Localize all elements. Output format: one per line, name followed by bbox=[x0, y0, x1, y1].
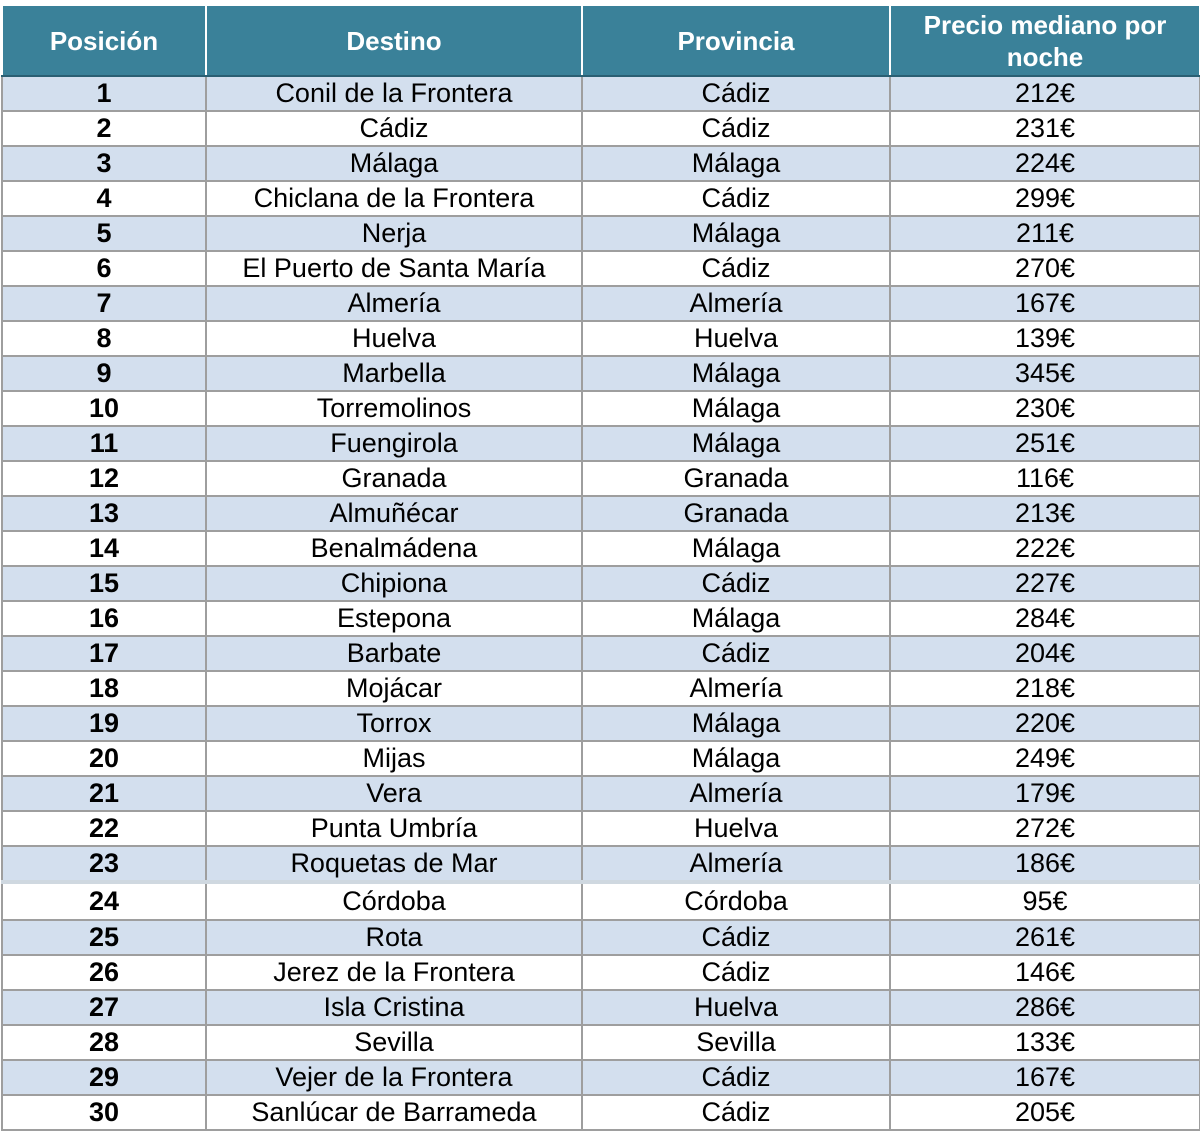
cell-price: 272€ bbox=[890, 811, 1200, 846]
cell-price: 251€ bbox=[890, 426, 1200, 461]
cell-position: 28 bbox=[2, 1025, 206, 1060]
table-row bbox=[2, 566, 1200, 601]
cell-price: 227€ bbox=[890, 566, 1200, 601]
cell-province: Málaga bbox=[582, 601, 890, 636]
header-position: Posición bbox=[2, 6, 206, 76]
cell-position: 7 bbox=[2, 286, 206, 321]
cell-price: 231€ bbox=[890, 111, 1200, 146]
cell-position: 14 bbox=[2, 531, 206, 566]
cell-price: 205€ bbox=[890, 1095, 1200, 1130]
cell-province: Huelva bbox=[582, 990, 890, 1025]
cell-position: 24 bbox=[2, 882, 206, 920]
cell-province: Cádiz bbox=[582, 76, 890, 111]
cell-destination: Isla Cristina bbox=[206, 990, 582, 1025]
cell-province: Málaga bbox=[582, 146, 890, 181]
table-row bbox=[2, 601, 1200, 636]
cell-position: 4 bbox=[2, 181, 206, 216]
cell-province: Cádiz bbox=[582, 1060, 890, 1095]
cell-position: 18 bbox=[2, 671, 206, 706]
table-row bbox=[2, 111, 1200, 146]
table-row bbox=[2, 426, 1200, 461]
cell-position: 30 bbox=[2, 1095, 206, 1130]
cell-price: 95€ bbox=[890, 882, 1200, 920]
cell-destination: Punta Umbría bbox=[206, 811, 582, 846]
cell-province: Sevilla bbox=[582, 1025, 890, 1060]
cell-province: Málaga bbox=[582, 426, 890, 461]
table-row bbox=[2, 636, 1200, 671]
table-row bbox=[2, 882, 1200, 920]
table-row bbox=[2, 216, 1200, 251]
cell-position: 2 bbox=[2, 111, 206, 146]
cell-province: Granada bbox=[582, 461, 890, 496]
cell-province: Cádiz bbox=[582, 1095, 890, 1130]
table-header bbox=[2, 6, 1200, 76]
cell-price: 179€ bbox=[890, 776, 1200, 811]
cell-destination: Málaga bbox=[206, 146, 582, 181]
cell-price: 133€ bbox=[890, 1025, 1200, 1060]
cell-destination: Mojácar bbox=[206, 671, 582, 706]
cell-destination: Sevilla bbox=[206, 1025, 582, 1060]
cell-province: Cádiz bbox=[582, 920, 890, 955]
cell-province: Almería bbox=[582, 671, 890, 706]
table-row bbox=[2, 146, 1200, 181]
table-row bbox=[2, 706, 1200, 741]
cell-province: Málaga bbox=[582, 356, 890, 391]
cell-province: Huelva bbox=[582, 321, 890, 356]
cell-position: 5 bbox=[2, 216, 206, 251]
cell-province: Cádiz bbox=[582, 636, 890, 671]
cell-destination: Vera bbox=[206, 776, 582, 811]
cell-position: 16 bbox=[2, 601, 206, 636]
cell-destination: Huelva bbox=[206, 321, 582, 356]
cell-price: 345€ bbox=[890, 356, 1200, 391]
cell-province: Málaga bbox=[582, 741, 890, 776]
cell-province: Almería bbox=[582, 846, 890, 882]
cell-destination: Almuñécar bbox=[206, 496, 582, 531]
cell-destination: Mijas bbox=[206, 741, 582, 776]
cell-province: Málaga bbox=[582, 706, 890, 741]
cell-price: 249€ bbox=[890, 741, 1200, 776]
table-row bbox=[2, 671, 1200, 706]
table-row bbox=[2, 356, 1200, 391]
cell-destination: Chiclana de la Frontera bbox=[206, 181, 582, 216]
cell-destination: Fuengirola bbox=[206, 426, 582, 461]
table-row bbox=[2, 391, 1200, 426]
cell-destination: Rota bbox=[206, 920, 582, 955]
cell-price: 222€ bbox=[890, 531, 1200, 566]
cell-destination: Granada bbox=[206, 461, 582, 496]
cell-position: 22 bbox=[2, 811, 206, 846]
cell-position: 21 bbox=[2, 776, 206, 811]
table-row bbox=[2, 741, 1200, 776]
cell-destination: Conil de la Frontera bbox=[206, 76, 582, 111]
cell-destination: Almería bbox=[206, 286, 582, 321]
cell-destination: Torrox bbox=[206, 706, 582, 741]
table-row bbox=[2, 776, 1200, 811]
cell-province: Córdoba bbox=[582, 882, 890, 920]
cell-price: 204€ bbox=[890, 636, 1200, 671]
table-row bbox=[2, 846, 1200, 882]
header-destination: Destino bbox=[206, 6, 582, 76]
table-row bbox=[2, 321, 1200, 356]
cell-position: 23 bbox=[2, 846, 206, 882]
table-row bbox=[2, 461, 1200, 496]
table-row bbox=[2, 286, 1200, 321]
cell-province: Málaga bbox=[582, 391, 890, 426]
cell-price: 211€ bbox=[890, 216, 1200, 251]
cell-position: 9 bbox=[2, 356, 206, 391]
cell-position: 11 bbox=[2, 426, 206, 461]
cell-province: Almería bbox=[582, 286, 890, 321]
cell-destination: Torremolinos bbox=[206, 391, 582, 426]
cell-price: 220€ bbox=[890, 706, 1200, 741]
table-row bbox=[2, 990, 1200, 1025]
cell-destination: Nerja bbox=[206, 216, 582, 251]
cell-position: 17 bbox=[2, 636, 206, 671]
cell-province: Almería bbox=[582, 776, 890, 811]
cell-position: 13 bbox=[2, 496, 206, 531]
cell-province: Málaga bbox=[582, 531, 890, 566]
table-row bbox=[2, 251, 1200, 286]
cell-price: 286€ bbox=[890, 990, 1200, 1025]
cell-position: 10 bbox=[2, 391, 206, 426]
cell-position: 27 bbox=[2, 990, 206, 1025]
cell-price: 186€ bbox=[890, 846, 1200, 882]
table-row bbox=[2, 1095, 1200, 1130]
cell-price: 230€ bbox=[890, 391, 1200, 426]
header-row bbox=[2, 6, 1200, 76]
cell-position: 6 bbox=[2, 251, 206, 286]
cell-position: 26 bbox=[2, 955, 206, 990]
table-row bbox=[2, 920, 1200, 955]
table-body bbox=[2, 76, 1200, 1130]
cell-destination: Barbate bbox=[206, 636, 582, 671]
cell-destination: Roquetas de Mar bbox=[206, 846, 582, 882]
cell-destination: Estepona bbox=[206, 601, 582, 636]
cell-destination: Chipiona bbox=[206, 566, 582, 601]
cell-price: 218€ bbox=[890, 671, 1200, 706]
cell-position: 12 bbox=[2, 461, 206, 496]
cell-position: 15 bbox=[2, 566, 206, 601]
cell-price: 261€ bbox=[890, 920, 1200, 955]
table-row bbox=[2, 1060, 1200, 1095]
cell-province: Cádiz bbox=[582, 566, 890, 601]
cell-price: 167€ bbox=[890, 1060, 1200, 1095]
cell-price: 146€ bbox=[890, 955, 1200, 990]
cell-destination: Vejer de la Frontera bbox=[206, 1060, 582, 1095]
table-row bbox=[2, 496, 1200, 531]
cell-destination: Sanlúcar de Barrameda bbox=[206, 1095, 582, 1130]
cell-position: 20 bbox=[2, 741, 206, 776]
cell-position: 1 bbox=[2, 76, 206, 111]
cell-destination: Córdoba bbox=[206, 882, 582, 920]
table-row bbox=[2, 76, 1200, 111]
cell-position: 25 bbox=[2, 920, 206, 955]
cell-position: 8 bbox=[2, 321, 206, 356]
cell-price: 270€ bbox=[890, 251, 1200, 286]
header-province: Provincia bbox=[582, 6, 890, 76]
cell-price: 212€ bbox=[890, 76, 1200, 111]
cell-position: 3 bbox=[2, 146, 206, 181]
cell-province: Cádiz bbox=[582, 955, 890, 990]
cell-price: 299€ bbox=[890, 181, 1200, 216]
cell-province: Huelva bbox=[582, 811, 890, 846]
table-row bbox=[2, 181, 1200, 216]
cell-province: Cádiz bbox=[582, 111, 890, 146]
destinations-price-table bbox=[1, 6, 1200, 1131]
cell-destination: El Puerto de Santa María bbox=[206, 251, 582, 286]
cell-province: Málaga bbox=[582, 216, 890, 251]
cell-province: Cádiz bbox=[582, 251, 890, 286]
cell-province: Granada bbox=[582, 496, 890, 531]
cell-price: 139€ bbox=[890, 321, 1200, 356]
cell-province: Cádiz bbox=[582, 181, 890, 216]
cell-price: 167€ bbox=[890, 286, 1200, 321]
table-row bbox=[2, 531, 1200, 566]
cell-position: 19 bbox=[2, 706, 206, 741]
cell-destination: Cádiz bbox=[206, 111, 582, 146]
table-row bbox=[2, 955, 1200, 990]
cell-destination: Jerez de la Frontera bbox=[206, 955, 582, 990]
cell-price: 284€ bbox=[890, 601, 1200, 636]
cell-price: 213€ bbox=[890, 496, 1200, 531]
cell-destination: Marbella bbox=[206, 356, 582, 391]
cell-position: 29 bbox=[2, 1060, 206, 1095]
cell-price: 224€ bbox=[890, 146, 1200, 181]
header-median-price: Precio mediano por noche bbox=[890, 6, 1200, 76]
table-row bbox=[2, 811, 1200, 846]
cell-price: 116€ bbox=[890, 461, 1200, 496]
table-row bbox=[2, 1025, 1200, 1060]
cell-destination: Benalmádena bbox=[206, 531, 582, 566]
